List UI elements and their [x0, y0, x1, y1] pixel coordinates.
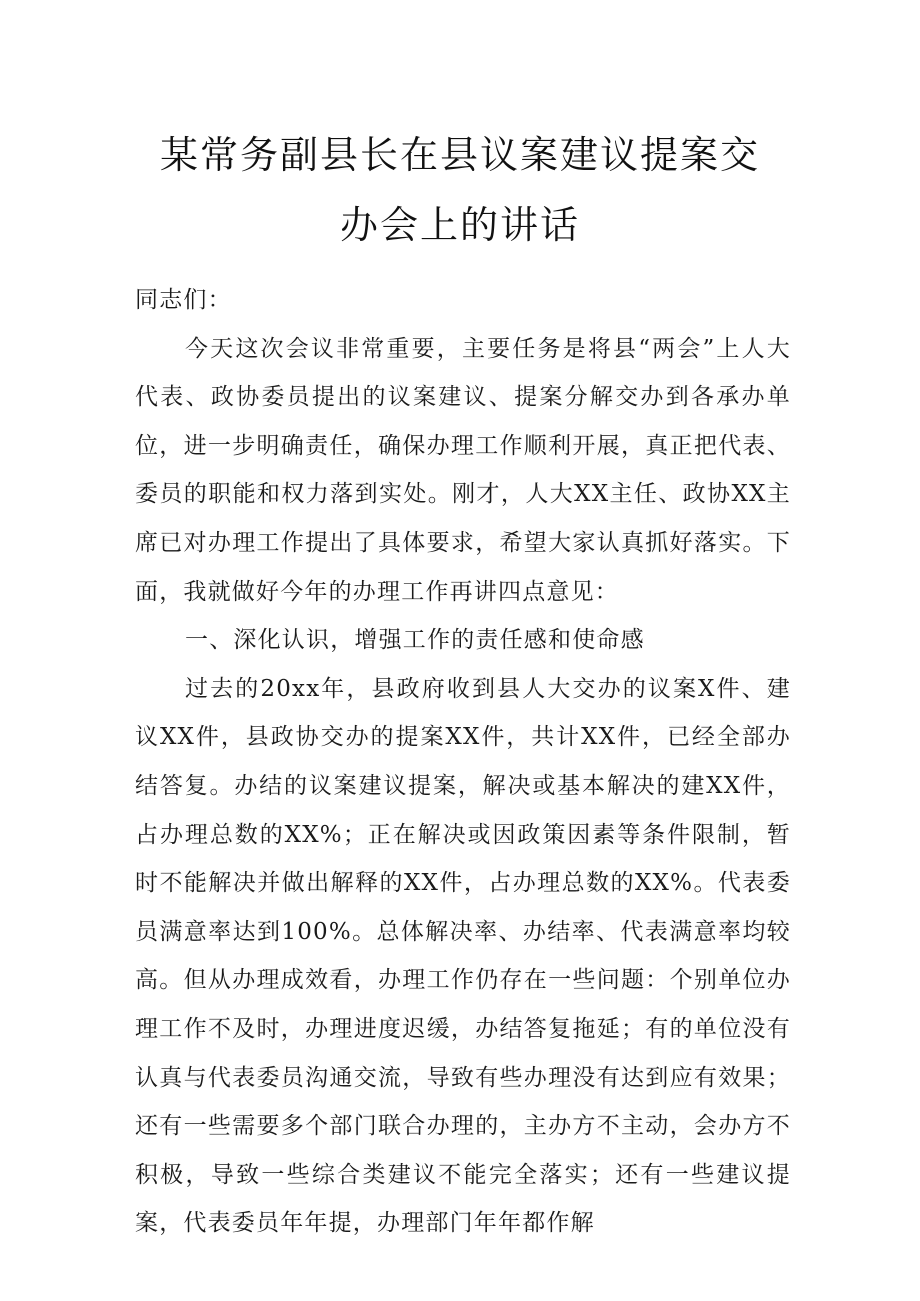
document-title-line-1: 某常务副县长在县议案建议提案交 — [159, 133, 760, 177]
document-body — [135, 276, 791, 1248]
paragraph-intro: 今天这次会议非常重要，主要任务是将县“两会”上人大代表、政协委员提出的议案建议、提案分解交办到各承办单位，进一步明确责任，确保办理工作顺利开展，真正把代表、委员的职能和权力落到实处。刚才，人大XX主任、政协XX主席已对办理工作提出了具体要求，希望大家认真抓好落实。下面，我就做好今年的办理工作再讲四点意见： — [135, 335, 791, 605]
document-title-line-2: 办会上的讲话 — [339, 203, 580, 247]
paragraph-review: 过去的20xx年，县政府收到县人大交办的议案X件、建议XX件，县政协交办的提案XX件，共计XX件，已经全部办结答复。办结的议案建议提案，解决或基本解决的建XX件，占办理总数的XX%；正在解决或因政策因素等条件限制，暂时不能解决并做出解释的XX件，占办理总数的XX%。代表委员满意率达到100%。总体解决率、办结率、代表满意率均较高。但从办理成效看，办理工作仍存在一些问题：个别单位办理工作不及时，办理进度迟缓，办结答复拖延；有的单位没有认真与代表委员沟通交流，导致有些办理没有达到应有效果；还有一些需要多个部门联合办理的，主办方不主动，会办方不积极，导致一些综合类建议不能完全落实；还有一些建议提案，代表委员年年提，办理部门年年都作解 — [135, 675, 791, 1237]
section-heading-1: 一、深化认识，增强工作的责任感和使命感 — [185, 627, 645, 654]
salutation: 同志们： — [135, 287, 232, 313]
